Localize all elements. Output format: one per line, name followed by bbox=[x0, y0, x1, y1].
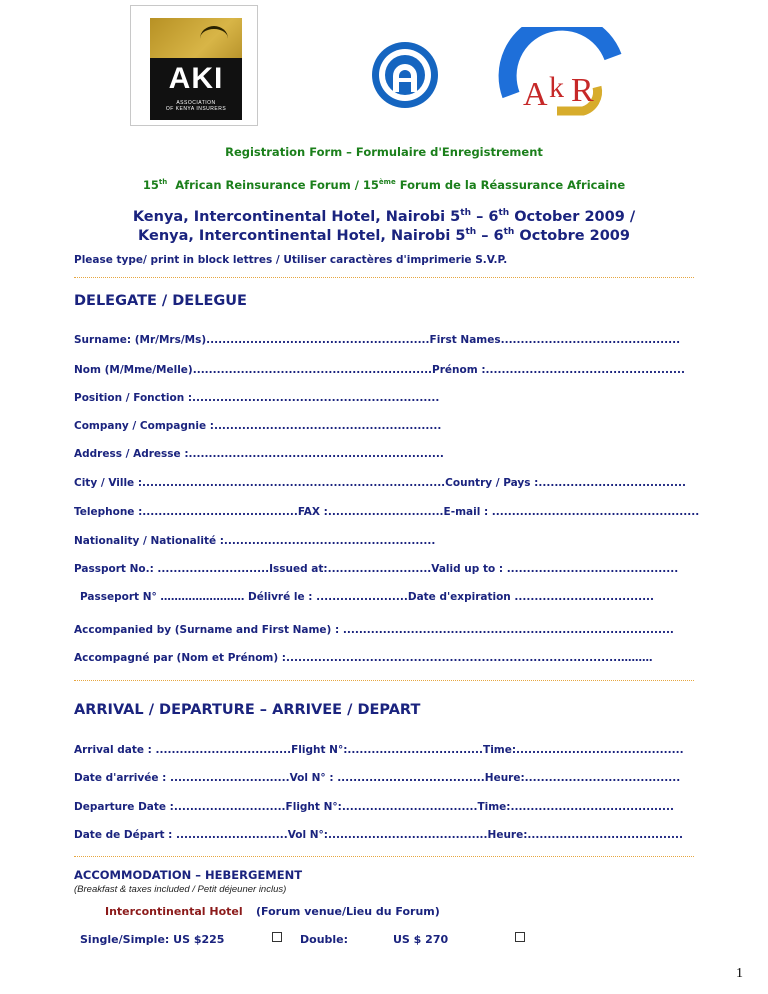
passeport-field[interactable]: Passeport N° …………………… Délivré le : .......................Date d'expiration ................................... bbox=[80, 591, 655, 603]
arrival-section-title: ARRIVAL / DEPARTURE – ARRIVEE / DEPART bbox=[74, 702, 421, 718]
form-title: Registration Form – Formulaire d'Enregistrement bbox=[225, 145, 543, 159]
arrival-date-field[interactable]: Arrival date : ..................................Flight N°:..................................Time:.......................................... bbox=[74, 744, 684, 756]
aki-subtitle-line-2: OF KENYA INSURERS bbox=[165, 106, 227, 112]
venue-fr-sup2: th bbox=[503, 227, 515, 237]
accommodation-note: (Breakfast & taxes included / Petit déjeuner inclus) bbox=[74, 884, 287, 895]
venue-fr-c: Octobre 2009 bbox=[519, 227, 630, 244]
position-field[interactable]: Position / Fonction :.............................................................. bbox=[74, 392, 440, 404]
city-field[interactable]: City / Ville :............................................................................Country / Pays :..................................... bbox=[74, 477, 686, 489]
venue-en-b: – 6 bbox=[476, 208, 499, 225]
departure-date-field[interactable]: Departure Date :............................Flight N°:..................................Time:......................................... bbox=[74, 801, 675, 813]
venue-fr-a: Kenya, Intercontinental Hotel, Nairobi 5 bbox=[138, 227, 466, 244]
aki-logo-subtitle bbox=[150, 100, 242, 112]
accommodation-title: ACCOMMODATION – HEBERGEMENT bbox=[74, 868, 303, 882]
telephone-field[interactable]: Telephone :.......................................FAX :.............................E-mail : .................................................... bbox=[74, 506, 700, 518]
forum-text-fr: Forum de la Réassurance Africaine bbox=[399, 178, 626, 192]
akr-logo bbox=[497, 27, 627, 119]
accompagne-par-field[interactable]: Accompagné par (Nom et Prénom) :....................................................................................……… bbox=[74, 652, 653, 664]
address-field[interactable]: Address / Adresse :................................................................ bbox=[74, 448, 444, 460]
aki-logo-word: AKI bbox=[168, 62, 224, 95]
aki-subtitle-line-1: ASSOCIATION bbox=[176, 100, 216, 106]
block-letters-note: Please type/ print in block lettres / Utiliser caractères d'imprimerie S.V.P. bbox=[74, 254, 508, 266]
venue-fr-b: – 6 bbox=[481, 227, 504, 244]
nationality-field[interactable]: Nationality / Nationalité :..................................................... bbox=[74, 535, 436, 547]
venue-en-a: Kenya, Intercontinental Hotel, Nairobi 5 bbox=[132, 208, 461, 225]
venue-en-sup1: th bbox=[460, 208, 471, 218]
single-room-label: Single/Simple: US $225 bbox=[80, 933, 225, 946]
double-room-label: Double: bbox=[300, 933, 349, 946]
date-arrivee-field[interactable]: Date d'arrivée : ..............................Vol N° : .....................................Heure:....................................... bbox=[74, 772, 681, 784]
company-field[interactable]: Company / Compagnie :......................................................... bbox=[74, 420, 442, 432]
accompanied-by-field[interactable]: Accompanied by (Surname and First Name) : ................................................................................... bbox=[74, 624, 674, 636]
aca-logo bbox=[370, 40, 440, 110]
dotted-divider bbox=[74, 680, 694, 681]
single-room-checkbox[interactable] bbox=[272, 932, 282, 942]
venue-en-sup2: th bbox=[498, 208, 510, 218]
hotel-venue-note: (Forum venue/Lieu du Forum) bbox=[256, 905, 440, 918]
dotted-divider bbox=[74, 856, 694, 857]
forum-text-en: African Reinsurance Forum / 15 bbox=[175, 178, 379, 192]
venue-line-en bbox=[0, 208, 768, 225]
hotel-name: Intercontinental Hotel bbox=[105, 905, 243, 918]
venue-en-c: October 2009 / bbox=[514, 208, 636, 225]
surname-field[interactable]: Surname: (Mr/Mrs/Ms)........................................................First Names............................................. bbox=[74, 334, 681, 346]
akr-letter-k: k bbox=[549, 71, 564, 104]
forum-title bbox=[0, 178, 768, 192]
nom-field[interactable]: Nom (M/Mme/Melle)............................................................Prénom :.................................................. bbox=[74, 364, 685, 376]
passport-field[interactable]: Passport No.: ............................Issued at:..........................Valid up to : ........................................... bbox=[74, 563, 679, 575]
aki-logo-arc bbox=[200, 26, 228, 51]
dotted-divider bbox=[74, 277, 694, 278]
delegate-section-title: DELEGATE / DELEGUE bbox=[74, 293, 247, 309]
page-number: 1 bbox=[736, 966, 743, 981]
akr-letter-r: R bbox=[571, 72, 594, 109]
double-room-price: US $ 270 bbox=[393, 933, 449, 946]
forum-number: 15 bbox=[142, 178, 159, 192]
forum-sup-fr: ème bbox=[378, 178, 396, 187]
forum-sup-en: th bbox=[158, 178, 168, 187]
akr-letter-a: A bbox=[523, 76, 548, 113]
date-depart-field[interactable]: Date de Départ : ............................Vol N°:........................................Heure:....................................... bbox=[74, 829, 683, 841]
venue-fr-sup1: th bbox=[465, 227, 477, 237]
venue-line-fr bbox=[0, 227, 768, 244]
double-room-checkbox[interactable] bbox=[515, 932, 525, 942]
